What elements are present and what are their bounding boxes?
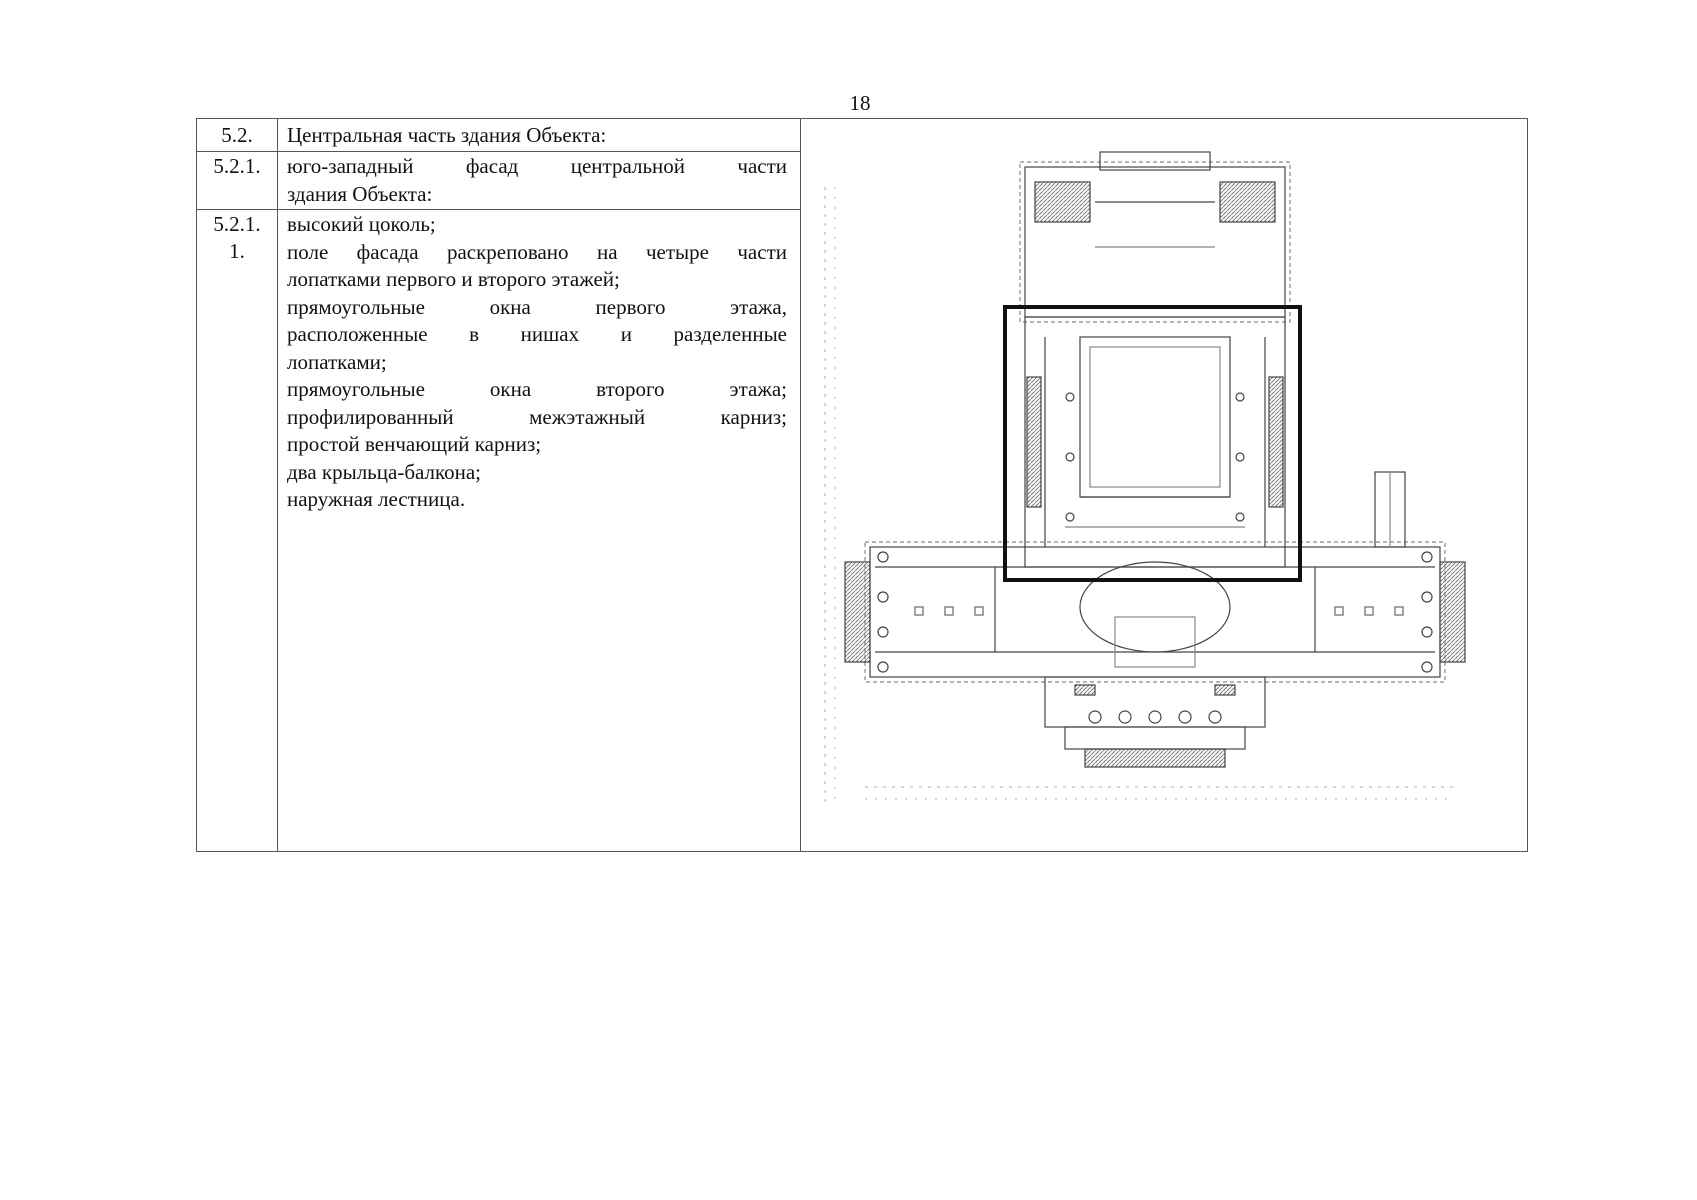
page-number: 18 — [849, 91, 871, 115]
row-title: Центральная часть здания Объекта: — [287, 123, 607, 147]
feature-list — [287, 211, 787, 514]
highlight-frame — [1005, 307, 1300, 580]
row-divider — [197, 209, 800, 210]
row-title: юго-западный фасад центральной части здания Объекта: — [287, 154, 787, 206]
row-number: 5.2. — [221, 123, 253, 147]
feature-item: два крыльца-балкона; — [287, 459, 482, 484]
row-number: 5.2.1. 1. — [213, 212, 261, 263]
feature-item: поле фасада раскреповано на четыре части лопатками первого и второго этажей; — [287, 239, 787, 291]
row-divider — [197, 151, 800, 152]
feature-item: высокий цоколь; — [287, 212, 436, 236]
feature-item: наружная лестница. — [287, 487, 466, 511]
column-divider — [277, 119, 278, 851]
floor-plan-drawing — [795, 127, 1525, 849]
heritage-table — [196, 118, 1528, 852]
feature-item: прямоугольные окна первого этажа, расположенные в нишах и разделенные лопатками; — [287, 294, 787, 374]
row-number: 5.2.1. — [213, 154, 261, 178]
feature-item: прямоугольные окна второго этажа; профилированный межэтажный карниз; простой венчающий карниз; — [287, 377, 787, 456]
